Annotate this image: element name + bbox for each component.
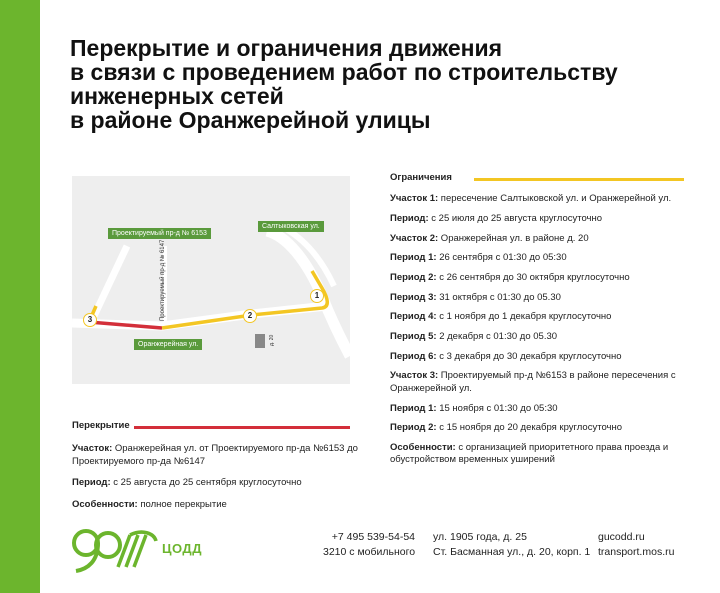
label-proezd-6147: Проектируемый пр-д № 6147: [160, 239, 166, 321]
restrictions-row-value: 15 ноября с 01:30 до 05:30: [436, 402, 558, 414]
restrictions-row-value: Проектируемый пр-д №6153 в районе пересечения с Оранжерейной ул.: [390, 370, 676, 394]
restrictions-row-key: Период 3:: [390, 291, 437, 303]
restrictions-row-key: Период 1:: [390, 252, 437, 264]
address-2: Ст. Басманная ул., д. 20, корп. 1: [433, 546, 591, 558]
restrictions-heading: [390, 172, 690, 186]
building-20: [255, 334, 265, 348]
restrictions-row: [390, 292, 690, 305]
restrictions-row-value: 31 октября с 01:30 до 05.30: [436, 291, 561, 303]
title-line: Перекрытие и ограничения движения: [70, 35, 503, 61]
restrictions-row-value: с 25 июля до 25 августа круглосуточно: [428, 212, 603, 224]
closure-legend-line: [134, 426, 350, 429]
restrictions-row-value: с 26 сентября до 30 октября круглосуточно: [436, 271, 630, 283]
restrictions-row: [390, 233, 690, 246]
closure-row: [72, 477, 372, 490]
site-link-2[interactable]: transport.mos.ru: [598, 546, 675, 558]
closure-row-key: Участок:: [72, 443, 113, 454]
restrictions-row-key: Период 2:: [390, 422, 437, 434]
phone-mobile: 3210 с мобильного: [323, 546, 416, 558]
phone-number[interactable]: +7 495 539-54-54: [331, 531, 415, 543]
closure-row-value: полное перекрытие: [137, 498, 227, 510]
closure-list: [72, 443, 372, 511]
brand-side-bar: [0, 0, 40, 593]
restrictions-row-value: с 1 ноября до 1 декабря круглосуточно: [436, 311, 612, 323]
closure-row-key: Период:: [72, 477, 111, 488]
closure-row: [72, 443, 372, 468]
restrictions-row: [390, 442, 690, 467]
marker-3: 3: [83, 313, 97, 327]
site-link-1[interactable]: gucodd.ru: [598, 531, 645, 543]
address-1: ул. 1905 года, д. 25: [433, 531, 527, 543]
restrictions-list: [390, 193, 690, 467]
logo-text: ЦОДД: [162, 541, 202, 556]
closure-row-value: Оранжерейная ул. от Проектируемого пр-да №6153 до Проектируемого пр-да №6147: [72, 443, 358, 467]
page-title: [70, 36, 690, 132]
restrictions-row: [390, 213, 690, 226]
label-oranzhereynaya: Оранжерейная ул.: [134, 339, 202, 350]
road-proezd-6153: [94, 246, 127, 316]
closure-heading: [72, 420, 372, 434]
restrictions-legend-line: [474, 178, 684, 181]
title-line: в районе Оранжерейной улицы: [70, 107, 431, 133]
restrictions-row-value: с 15 ноября до 20 декабря круглосуточно: [436, 422, 622, 434]
restrictions-row-key: Период 1:: [390, 402, 437, 414]
restrictions-row-key: Участок 1:: [390, 193, 439, 205]
restrictions-row: [390, 351, 690, 364]
restrictions-row-key: Период 4:: [390, 311, 437, 323]
restrictions-row-value: пересечение Салтыковской ул. и Оранжерейной ул.: [438, 193, 672, 205]
label-building: д. 20: [269, 334, 275, 346]
restrictions-row-value: Оранжерейная ул. в районе д. 20: [438, 232, 589, 244]
closure-row: [72, 499, 372, 512]
restrictions-row: [390, 272, 690, 285]
closure-heading-text: Перекрытие: [72, 420, 130, 431]
restrictions-heading-text: Ограничения: [390, 172, 452, 183]
restrictions-row-value: 26 сентября с 01:30 до 05:30: [436, 252, 567, 264]
restrictions-row: [390, 331, 690, 344]
restrictions-row: [390, 193, 690, 206]
restrictions-row-value: 2 декабря с 01:30 до 05.30: [436, 331, 558, 342]
restrictions-row-key: Период 2:: [390, 271, 437, 283]
marker-2: 2: [243, 309, 257, 323]
contacts-addresses: [433, 530, 590, 560]
closure-row-key: Особенности:: [72, 498, 138, 510]
title-line: инженерных сетей: [70, 83, 284, 109]
contacts-sites: [598, 530, 674, 560]
restrictions-row-key: Участок 3:: [390, 370, 439, 382]
closure-row-value: с 25 августа до 25 сентября круглосуточно: [110, 477, 302, 488]
restrictions-row-key: Особенности:: [390, 441, 456, 453]
restrictions-row-value: с организацией приоритетного права проезда и обустройством временных уширений: [390, 441, 669, 466]
label-proezd-6153: Проектируемый пр-д № 6153: [108, 228, 211, 239]
restrictions-row-key: Период 5:: [390, 331, 437, 342]
restrictions-row-value: с 3 декабря до 30 декабря круглосуточно: [436, 350, 622, 362]
restrictions-row-key: Период 6:: [390, 350, 437, 362]
restrictions-row-key: Период:: [390, 212, 429, 224]
map-drawing: [72, 176, 350, 384]
label-saltykovskaya: Салтыковская ул.: [258, 221, 324, 232]
restrictions-row-key: Участок 2:: [390, 232, 439, 244]
restrictions-row: [390, 311, 690, 324]
restrictions-row: [390, 403, 690, 416]
restrictions-row: [390, 370, 690, 395]
closure-section: [72, 420, 372, 511]
restrictions-row: [390, 252, 690, 265]
title-line: в связи с проведением работ по строительству: [70, 59, 618, 85]
road-map: [72, 176, 350, 384]
contacts-phones: [323, 530, 415, 560]
marker-1: 1: [310, 289, 324, 303]
restrictions-section: [390, 172, 690, 467]
restrictions-row: [390, 422, 690, 435]
